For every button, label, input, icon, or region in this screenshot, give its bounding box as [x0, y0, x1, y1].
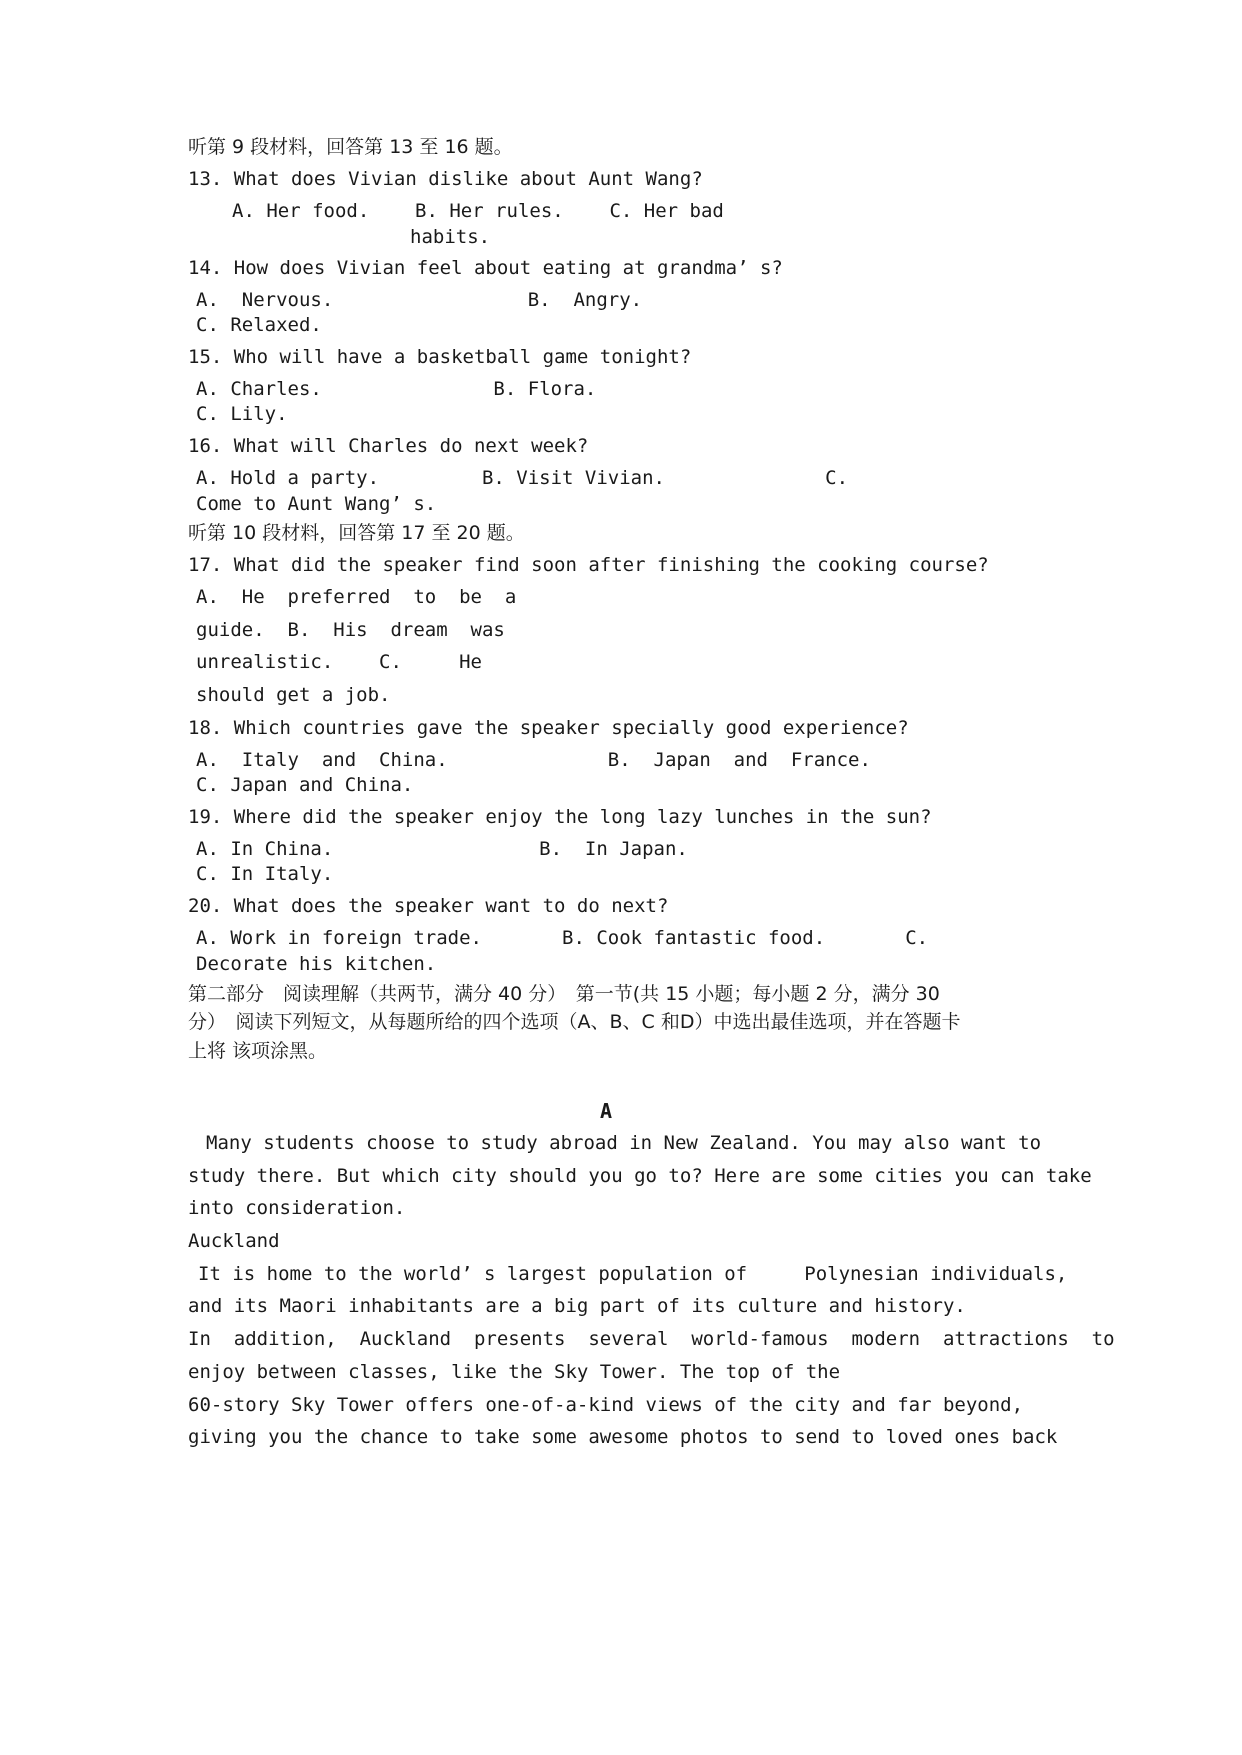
- group10-heading: 听第 10 段材料，回答第 17 至 20 题。: [188, 522, 525, 544]
- question-19-options: A. In China. B. In Japan.: [196, 838, 688, 860]
- passage-para1-line2: study there. But which city should you go to? Here are some cities you can take: [188, 1165, 1092, 1187]
- passage-para1-line1: Many students choose to study abroad in New Zealand. You may also want to: [206, 1132, 1042, 1154]
- question-14-options: A. Nervous. B. Angry.: [196, 289, 643, 311]
- question-17-options-2: guide. B. His dream was: [196, 619, 505, 641]
- question-19-options-cont: C. In Italy.: [196, 863, 334, 885]
- question-20-options-cont: Decorate his kitchen.: [196, 953, 437, 975]
- question-19-stem: 19. Where did the speaker enjoy the long lazy lunches in the sun?: [188, 806, 932, 828]
- passage-para1-line3: into consideration.: [188, 1197, 406, 1219]
- passage-para2-line6: giving you the chance to take some awesome photos to send to loved ones back: [188, 1426, 1058, 1448]
- question-18-stem: 18. Which countries gave the speaker specially good experience?: [188, 717, 909, 739]
- question-17-options-3: unrealistic. C. He: [196, 651, 482, 673]
- question-14-stem: 14. How does Vivian feel about eating at grandma’ s?: [188, 257, 783, 279]
- question-16-options-cont: Come to Aunt Wang’ s.: [196, 493, 437, 515]
- passage-para2-line3: In addition, Auckland presents several world-famous modern attractions to: [188, 1328, 1115, 1350]
- question-20-options: A. Work in foreign trade. B. Cook fantastic food. C.: [196, 927, 929, 949]
- question-16-options: A. Hold a party. B. Visit Vivian. C.: [196, 467, 849, 489]
- city-heading-auckland: Auckland: [188, 1230, 280, 1252]
- question-13-stem: 13. What does Vivian dislike about Aunt Wang?: [188, 168, 703, 190]
- question-16-stem: 16. What will Charles do next week?: [188, 435, 589, 457]
- question-18-options: A. Italy and China. B. Japan and France.: [196, 749, 871, 771]
- question-17-stem: 17. What did the speaker find soon after finishing the cooking course?: [188, 554, 989, 576]
- question-15-options-cont: C. Lily.: [196, 403, 288, 425]
- group9-heading: 听第 9 段材料，回答第 13 至 16 题。: [188, 136, 513, 158]
- question-18-options-cont: C. Japan and China.: [196, 774, 414, 796]
- question-14-options-cont: C. Relaxed.: [196, 314, 322, 336]
- part2-instructions-3: 上将 该项涂黑。: [188, 1040, 328, 1062]
- question-13-options-cont: habits.: [410, 226, 491, 248]
- passage-para2-line5: 60-story Sky Tower offers one-of-a-kind views of the city and far beyond,: [188, 1394, 1024, 1416]
- question-15-options: A. Charles. B. Flora.: [196, 378, 597, 400]
- part2-instructions-1: 第二部分 阅读理解（共两节，满分 40 分） 第一节(共 15 小题；每小题 2 分，满分 30: [188, 983, 940, 1005]
- question-20-stem: 20. What does the speaker want to do next?: [188, 895, 669, 917]
- question-17-options-1: A. He preferred to be a: [196, 586, 517, 608]
- question-13-options: A. Her food. B. Her rules. C. Her bad: [232, 200, 724, 222]
- question-15-stem: 15. Who will have a basketball game tonight?: [188, 346, 692, 368]
- passage-para2-line4: enjoy between classes, like the Sky Tower. The top of the: [188, 1361, 841, 1383]
- passage-para2-line2: and its Maori inhabitants are a big part of its culture and history.: [188, 1295, 966, 1317]
- question-17-options-4: should get a job.: [196, 684, 391, 706]
- part2-instructions-2: 分） 阅读下列短文，从每题所给的四个选项（A、B、C 和D）中选出最佳选项，并在答题卡: [188, 1011, 961, 1033]
- passage-label: A: [600, 1099, 613, 1123]
- passage-para2-line1: It is home to the world’ s largest population of Polynesian individuals,: [198, 1263, 1068, 1285]
